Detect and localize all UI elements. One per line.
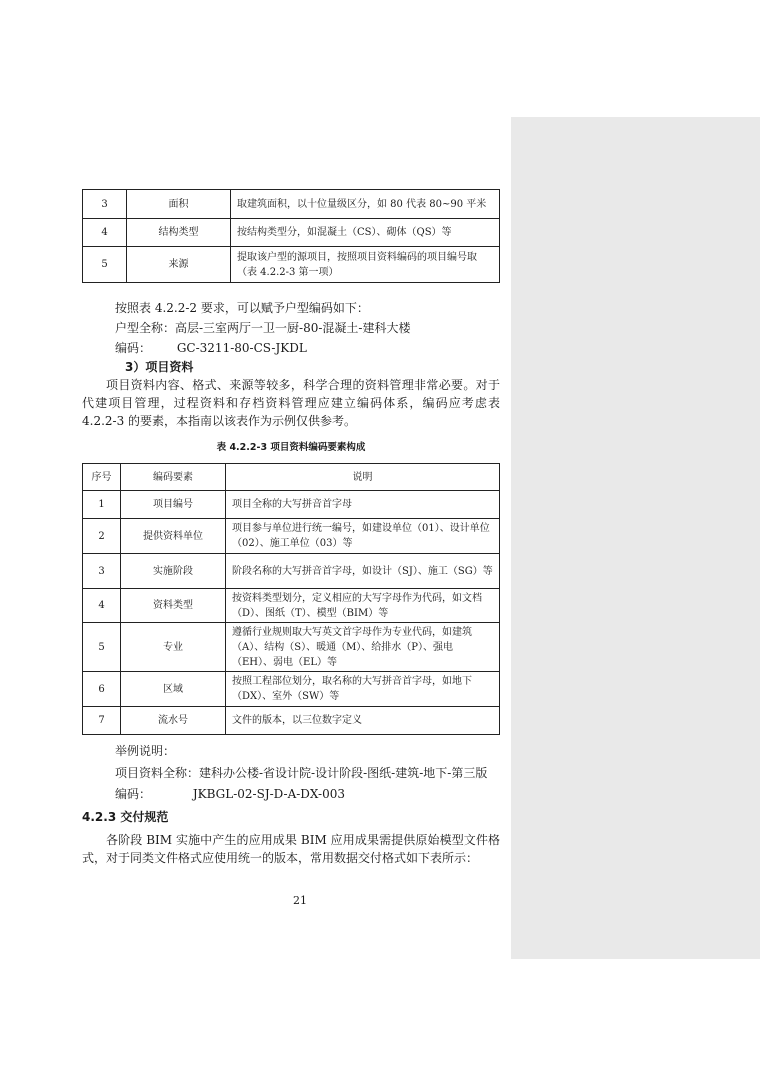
row-desc: 项目参与单位进行统一编号，如建设单位（01）、设计单位（02）、施工单位（03）等: [226, 519, 500, 554]
table-header-row: [83, 464, 500, 491]
row-number: 4: [83, 219, 127, 247]
table-row: [83, 247, 500, 283]
table-row: [83, 190, 500, 219]
row-number: 3: [83, 554, 121, 589]
code-label: 编码：: [115, 341, 152, 355]
row-number: 6: [83, 672, 121, 707]
table-row: [83, 519, 500, 554]
table-row: [83, 589, 500, 623]
row-number: 3: [83, 190, 127, 219]
row-item: 专业: [121, 623, 226, 672]
row-item: 面积: [127, 190, 231, 219]
table-row: [83, 623, 500, 672]
row-number: 7: [83, 707, 121, 735]
code-line: [115, 339, 307, 357]
row-desc: 按结构类型分，如混凝土（CS）、砌体（QS）等: [231, 219, 500, 247]
row-item: 来源: [127, 247, 231, 283]
example-title: 举例说明：: [115, 744, 176, 758]
header-item: 编码要素: [121, 464, 226, 491]
table-row: [83, 491, 500, 519]
example-code-value: JKBGL-02-SJ-D-A-DX-003: [192, 787, 345, 801]
header-number: 序号: [83, 464, 121, 491]
row-desc: 按照工程部位划分，取名称的大写拼音首字母，如地下（DX）、室外（SW）等: [226, 672, 500, 707]
row-number: 5: [83, 623, 121, 672]
example-code-label: 编码：: [115, 787, 152, 801]
row-item: 资料类型: [121, 589, 226, 623]
row-desc: 取建筑面积，以十位量级区分，如 80 代表 80~90 平米: [231, 190, 500, 219]
page-number: 21: [293, 894, 307, 907]
row-desc: 项目全称的大写拼音首字母: [226, 491, 500, 519]
row-number: 5: [83, 247, 127, 283]
row-desc: 提取该户型的源项目，按照项目资料编码的项目编号取（表 4.2.2-3 第一项）: [231, 247, 500, 283]
row-number: 4: [83, 589, 121, 623]
row-item: 流水号: [121, 707, 226, 735]
row-item: 结构类型: [127, 219, 231, 247]
intro-line: 按照表 4.2.2-2 要求，可以赋予户型编码如下：: [115, 301, 369, 315]
table-main: [82, 463, 500, 735]
row-item: 实施阶段: [121, 554, 226, 589]
example-code-line: [115, 785, 345, 803]
row-number: 1: [83, 491, 121, 519]
example-fullname: 项目资料全称：建科办公楼-省设计院-设计阶段-图纸-建筑-地下-第三版: [115, 766, 488, 780]
table-caption: 表 4.2.2-3 项目资料编码要素构成: [216, 442, 366, 453]
section-4-2-3-paragraph: 各阶段 BIM 实施中产生的应用成果 BIM 应用成果需提供原始模型文件格式，对于同类文件格式应使用统一的版本，常用数据交付格式如下表所示：: [82, 833, 500, 865]
table-row: [83, 672, 500, 707]
table-row: [83, 219, 500, 247]
table-row: [83, 554, 500, 589]
row-desc: 按资料类型划分，定义相应的大写字母作为代码，如文档（D）、图纸（T）、模型（BIM）等: [226, 589, 500, 623]
row-item: 提供资料单位: [121, 519, 226, 554]
table-row: [83, 707, 500, 735]
comment-pane: [511, 117, 760, 959]
code-value: GC-3211-80-CS-JKDL: [176, 341, 307, 355]
header-desc: 说明: [226, 464, 500, 491]
table-top: [82, 189, 500, 283]
row-desc: 文件的版本，以三位数字定义: [226, 707, 500, 735]
fullname-line: 户型全称：高层-三室两厅一卫一厨-80-混凝土-建科大楼: [115, 321, 411, 335]
row-item: 项目编号: [121, 491, 226, 519]
row-item: 区域: [121, 672, 226, 707]
row-desc: 遵循行业规则取大写英文首字母作为专业代码，如建筑（A）、结构（S）、暖通（M）、给排水（P）、强电（EH）、弱电（EL）等: [226, 623, 500, 672]
row-number: 2: [83, 519, 121, 554]
row-desc: 阶段名称的大写拼音首字母，如设计（SJ）、施工（SG）等: [226, 554, 500, 589]
section-3-title: 3）项目资料: [125, 360, 194, 374]
section-3-paragraph: 项目资料内容、格式、来源等较多，科学合理的资料管理非常必要。对于代建项目管理，过程资料和存档资料管理应建立编码体系，编码应考虑表 4.2.2-3 的要素，本指南以该表作为示例仅供参考。: [82, 378, 500, 428]
section-4-2-3-title: 4.2.3 交付规范: [82, 810, 169, 824]
